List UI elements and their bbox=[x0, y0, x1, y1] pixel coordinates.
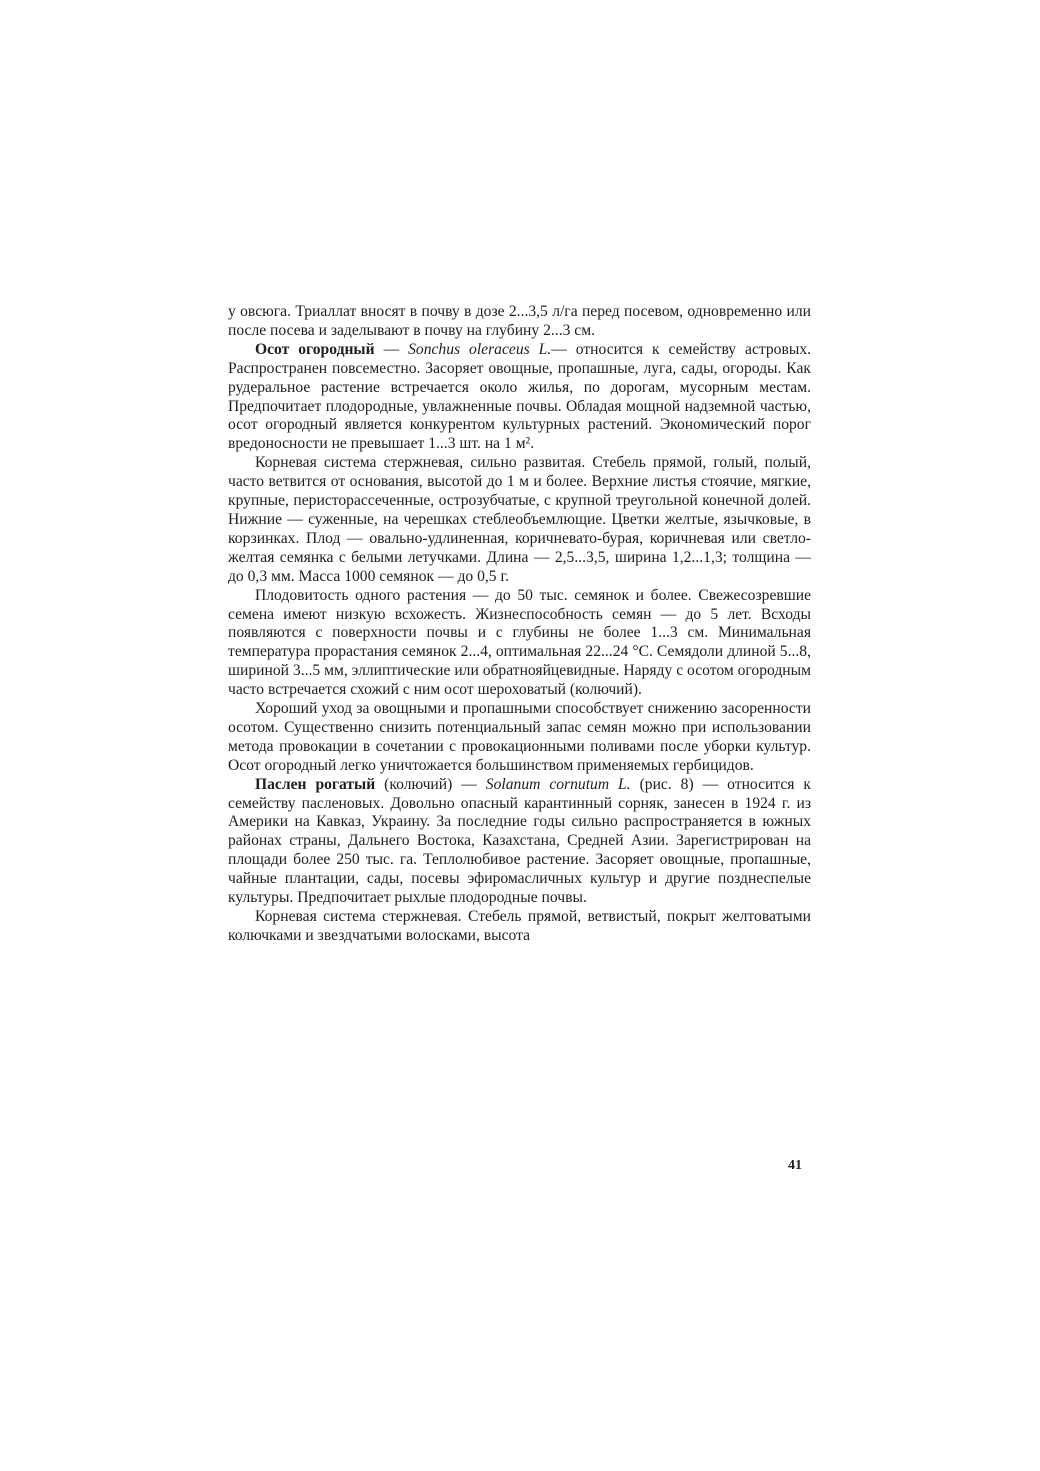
dash: — bbox=[374, 340, 409, 358]
latin-name-solanum: Solanum cornutum L. bbox=[485, 775, 631, 793]
page-number: 41 bbox=[788, 1158, 802, 1173]
latin-name-sonchus: Sonchus oleraceus L. bbox=[408, 340, 552, 358]
term-solanum: Паслен рогатый bbox=[255, 775, 376, 793]
paragraph-text: — относится к семейству астровых. Распространен повсеместно. Засоряет овощные, пропашные, луга, сады, огороды. Как рудеральное растение встречается около жилья, по дорогам, мусорным местам. Предпочитает плодородные, увлажненные почвы. Обладая мощной надземной частью, осот огородный является конкурентом культурных растений. Экономический порог вредоносности не превышает 1...3 шт. на 1 м². bbox=[228, 340, 812, 453]
body-text bbox=[228, 303, 811, 946]
paragraph-sonchus-intro bbox=[228, 341, 811, 454]
paragraph-solanum-morphology: Корневая система стержневая. Стебель прямой, ветвистый, покрыт желтоватыми колючками и звездчатыми волосками, высота bbox=[228, 908, 811, 944]
paragraph-text: (рис. 8) — относится к семейству пасленовых. Довольно опасный карантинный сорняк, занесен в 1924 г. из Америки на Кавказ, Украину. За последние годы сильно распространяется в южных районах страны, Дальнего Востока, Казахстана, Средней Азии. Зарегистрирован на площади более 250 тыс. га. Теплолюбивое растение. Засоряет овощные, пропашные, чайные плантации, сады, посевы эфиромасличных культур и другие позднеспелые культуры. Предпочитает рыхлые плодородные почвы. bbox=[228, 775, 811, 907]
paragraph-continuation: у овсюга. Триаллат вносят в почву в дозе 2...3,5 л/га перед посевом, одновременно или после посева и заделывают в почву на глубину 2...3 см. bbox=[228, 303, 811, 339]
paragraph-solanum-intro bbox=[228, 776, 811, 908]
paragraph-sonchus-morphology: Корневая система стержневая, сильно развитая. Стебель прямой, голый, полый, часто ветвится от основания, высотой до 1 м и более. Верхние листья стоячие, мягкие, крупные, перистораcсеченные, острозубчатые, с крупной треугольной конечной долей. Нижние — суженные, на черешках стеблеобъемлющие. Цветки желтые, язычковые, в корзинках. Плод — овально-удлиненная, коричневато-бурая, коричневая или светло-желтая семянка с белыми летучками. Длина — 2,5...3,5, ширина 1,2...1,3; толщина — до 0,3 мм. Масса 1000 семянок — до 0,5 г. bbox=[228, 454, 811, 585]
term-sonchus: Осот огородный bbox=[255, 340, 375, 358]
paragraph-text: (колючий) — bbox=[375, 775, 486, 793]
paragraph-sonchus-control: Хороший уход за овощными и пропашными способствует снижению засоренности осотом. Существенно снизить потенциальный запас семян можно при использовании метода провокации в сочетании с провокационными поливами после уборки культур. Осот огородный легко уничтожается большинством применяемых гербицидов. bbox=[228, 700, 811, 774]
paragraph-sonchus-biology: Плодовитость одного растения — до 50 тыс. семянок и более. Свежесозревшие семена имеют низкую всхожесть. Жизнеспособность семян — до 5 лет. Всходы появляются с поверхности почвы и с глубины не более 1...3 см. Минимальная температура прорастания семянок 2...4, оптимальная 22...24 °C. Семядоли длиной 5...8, шириной 3...5 мм, эллиптические или обратнояйцевидные. Наряду с осотом огородным часто встречается схожий с ним осот шероховатый (колючий). bbox=[228, 586, 811, 699]
